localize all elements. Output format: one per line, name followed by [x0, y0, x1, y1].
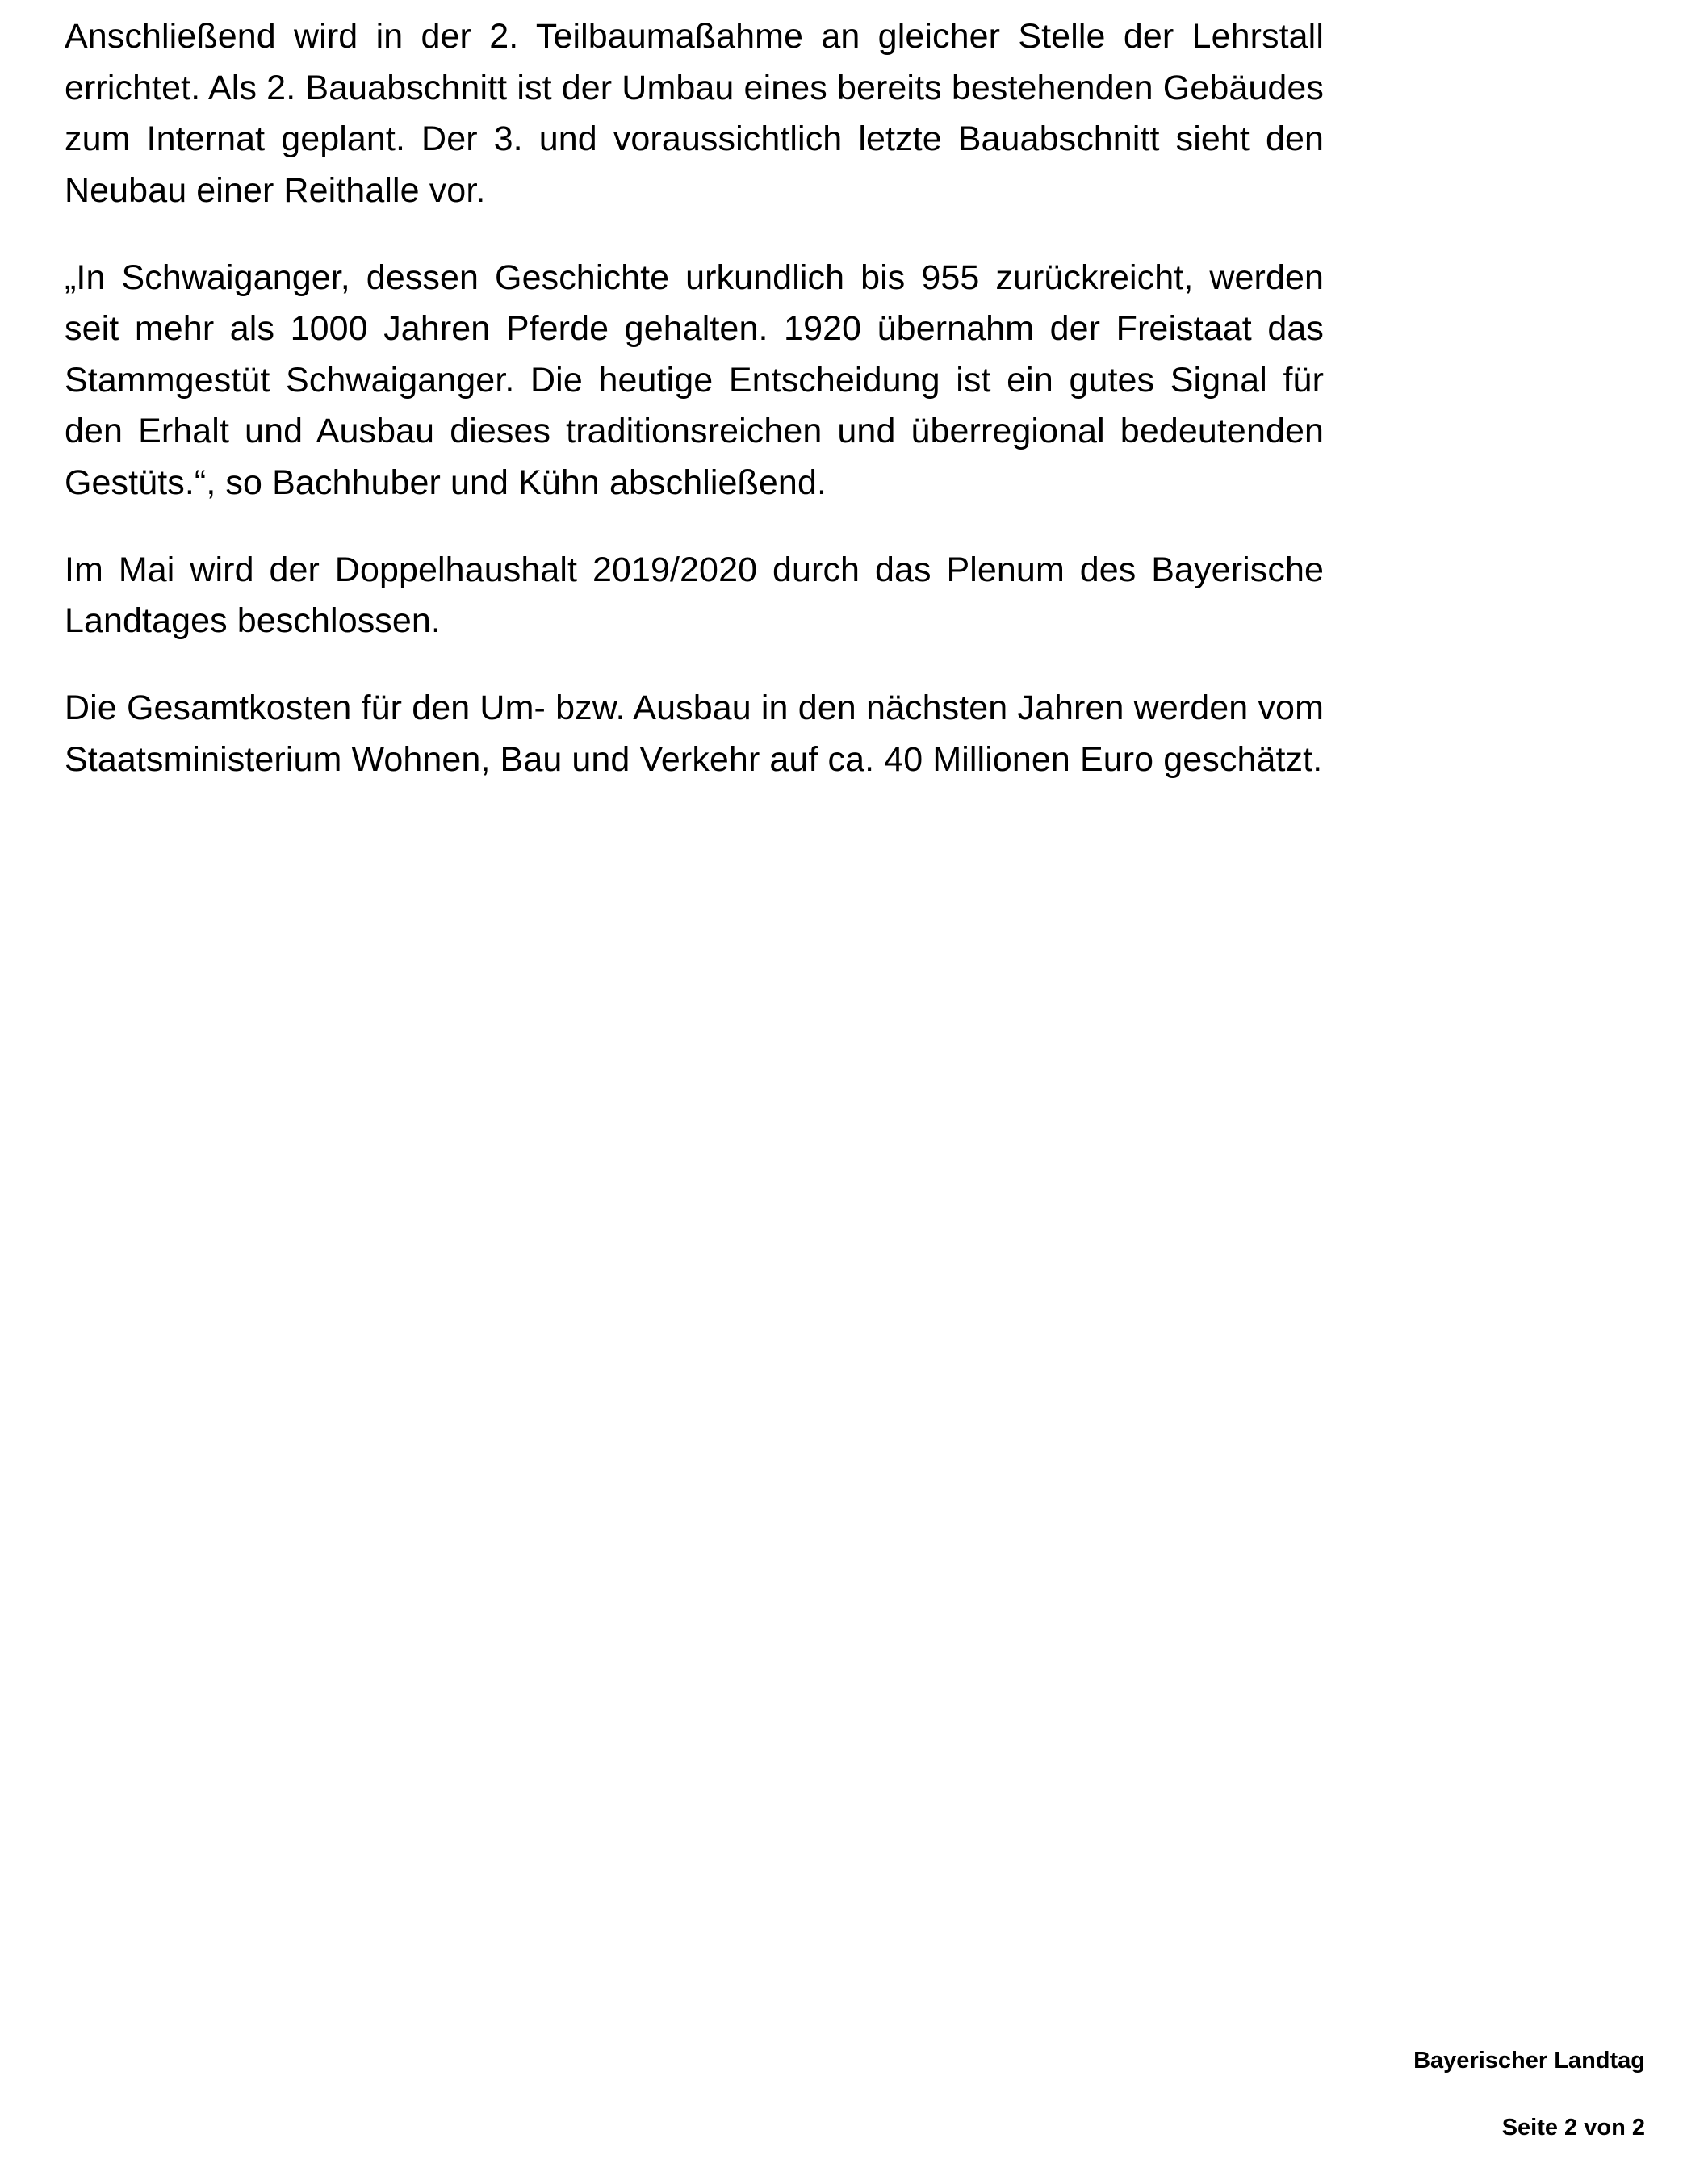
- footer-organisation: Bayerischer Landtag: [1413, 2047, 1645, 2074]
- paragraph: Anschließend wird in der 2. Teilbaumaßahme an gleicher Stelle der Lehrstall errichtet. Als 2. Bauabschnitt ist der Umbau eines bereits bestehenden Gebäudes zum Internat geplant. Der 3. und voraussichtlich letzte Bauabschnitt sieht den Neubau einer Reithalle vor.: [65, 17, 1324, 210]
- paragraph: Die Gesamtkosten für den Um- bzw. Ausbau in den nächsten Jahren werden vom Staatsministerium Wohnen, Bau und Verkehr auf ca. 40 Millionen Euro geschätzt.: [65, 688, 1324, 779]
- document-body: [65, 11, 1324, 785]
- page-footer: [1080, 2046, 1645, 2144]
- footer-page-number: Seite 2 von 2: [1501, 2115, 1645, 2141]
- paragraph: „In Schwaiganger, dessen Geschichte urkundlich bis 955 zurückreicht, werden seit mehr als 1000 Jahren Pferde gehalten. 1920 übernahm der Freistaat das Stammgestüt Schwaiganger. Die heutige Entscheidung ist ein gutes Signal für den Erhalt und Ausbau dieses traditionsreichen und überregional bedeutenden Gestüts.“, so Bachhuber und Kühn abschließend.: [65, 257, 1324, 502]
- paragraph: Im Mai wird der Doppelhaushalt 2019/2020 durch das Plenum des Bayerische Landtages beschlossen.: [65, 550, 1324, 641]
